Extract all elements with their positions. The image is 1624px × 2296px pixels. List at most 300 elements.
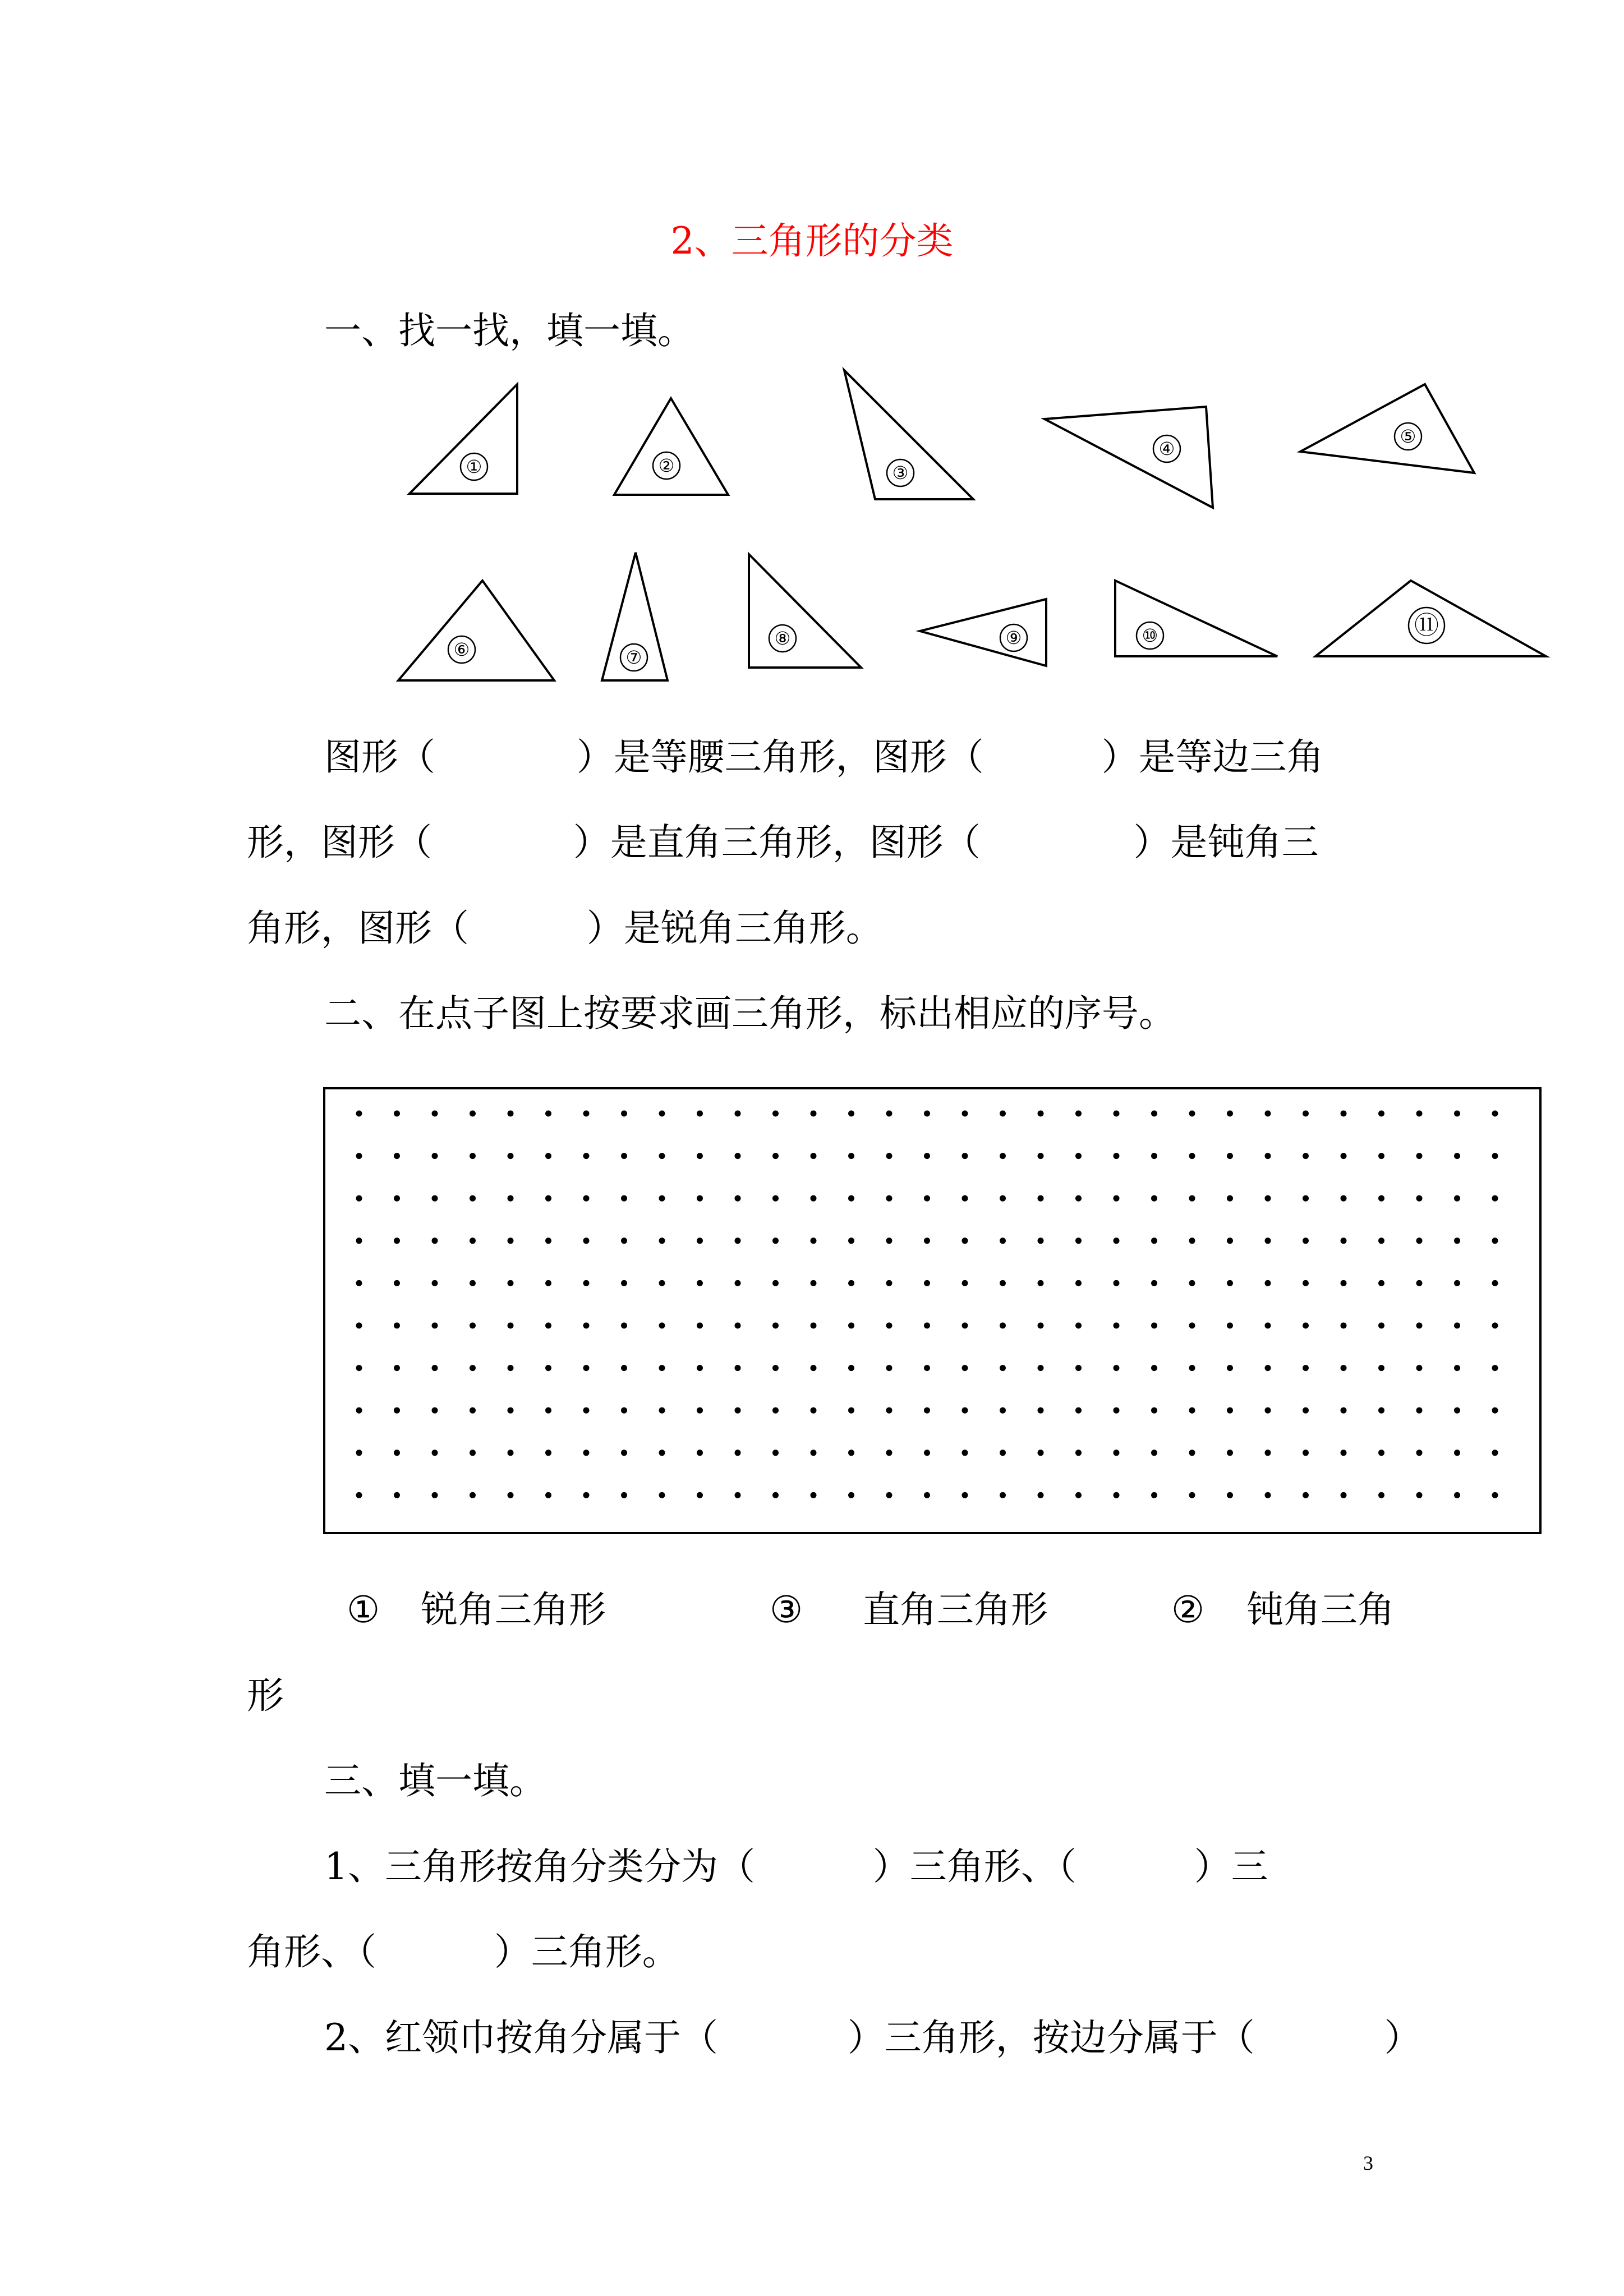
grid-dot	[1038, 1195, 1044, 1202]
grid-dot	[508, 1323, 514, 1329]
grid-dot	[962, 1450, 968, 1456]
grid-dot	[1416, 1195, 1423, 1202]
grid-dot	[583, 1323, 590, 1329]
grid-dot	[772, 1450, 779, 1456]
grid-dot	[432, 1195, 438, 1202]
grid-dot	[1075, 1407, 1082, 1414]
section1-fill-line-1: 图形（ ）是等腰三角形，图形（ ）是等边三角	[324, 735, 1324, 779]
grid-dot	[432, 1111, 438, 1117]
grid-dot	[583, 1237, 590, 1244]
grid-dot	[772, 1237, 779, 1244]
legend-symbol-acute: ①	[347, 1588, 380, 1631]
grid-dot	[1341, 1407, 1347, 1414]
grid-dot	[1000, 1365, 1006, 1371]
grid-dot	[697, 1323, 703, 1329]
triangle-5	[1300, 384, 1474, 473]
grid-dot	[583, 1111, 590, 1117]
grid-dot	[394, 1237, 400, 1244]
section2-heading: 二、在点子图上按要求画三角形，标出相应的序号。	[324, 992, 1176, 1035]
grid-dot	[1416, 1407, 1423, 1414]
grid-dot	[1000, 1153, 1006, 1159]
grid-dot	[848, 1492, 854, 1498]
grid-dot	[1265, 1237, 1271, 1244]
grid-dot	[962, 1407, 968, 1414]
grid-dot	[924, 1407, 930, 1414]
grid-dot	[583, 1195, 590, 1202]
grid-dot	[508, 1280, 514, 1286]
grid-dot	[1000, 1195, 1006, 1202]
grid-dot	[621, 1237, 627, 1244]
grid-dot	[886, 1153, 892, 1159]
grid-dot	[1303, 1153, 1309, 1159]
grid-dot	[1151, 1111, 1157, 1117]
grid-dot	[1038, 1492, 1044, 1498]
grid-dot	[1151, 1280, 1157, 1286]
grid-dot	[735, 1195, 741, 1202]
grid-dot	[545, 1492, 551, 1498]
grid-dot	[1265, 1407, 1271, 1414]
grid-dot	[886, 1280, 892, 1286]
grid-dot	[508, 1153, 514, 1159]
grid-dot	[1378, 1365, 1384, 1371]
grid-dot	[621, 1280, 627, 1286]
grid-dot	[697, 1365, 703, 1371]
legend-text-acute: 锐角三角形	[421, 1588, 606, 1631]
grid-dot	[735, 1492, 741, 1498]
grid-dot	[583, 1153, 590, 1159]
grid-dot	[470, 1407, 476, 1414]
grid-dot	[1492, 1492, 1498, 1498]
grid-dot	[1454, 1450, 1460, 1456]
grid-dot	[697, 1280, 703, 1286]
grid-dot	[1265, 1153, 1271, 1159]
grid-dot	[962, 1111, 968, 1117]
grid-dot	[1416, 1237, 1423, 1244]
grid-dot	[772, 1195, 779, 1202]
grid-dot	[1038, 1280, 1044, 1286]
grid-dot	[432, 1153, 438, 1159]
grid-dot	[1303, 1195, 1309, 1202]
grid-dot	[924, 1153, 930, 1159]
grid-dot	[1075, 1111, 1082, 1117]
grid-dot	[1416, 1280, 1423, 1286]
legend-text-right: 直角三角形	[863, 1588, 1048, 1631]
grid-dot	[470, 1323, 476, 1329]
grid-dot	[1151, 1237, 1157, 1244]
grid-dot	[659, 1365, 665, 1371]
grid-dot	[394, 1365, 400, 1371]
grid-dot	[1000, 1492, 1006, 1498]
grid-dot	[1265, 1365, 1271, 1371]
grid-dot	[583, 1450, 590, 1456]
shape-label-1: ①	[466, 456, 482, 477]
grid-dot	[356, 1450, 362, 1456]
grid-dot	[1341, 1492, 1347, 1498]
grid-dot	[621, 1407, 627, 1414]
grid-dot	[394, 1195, 400, 1202]
grid-dot	[1151, 1195, 1157, 1202]
grid-dot	[1114, 1195, 1120, 1202]
grid-dot	[356, 1365, 362, 1371]
grid-dot	[432, 1237, 438, 1244]
grid-dot	[1416, 1492, 1423, 1498]
grid-dot	[811, 1365, 817, 1371]
grid-dot	[470, 1153, 476, 1159]
grid-dot	[1075, 1365, 1082, 1371]
grid-dot	[356, 1407, 362, 1414]
grid-dot	[1378, 1153, 1384, 1159]
grid-dot	[1265, 1111, 1271, 1117]
grid-dot	[394, 1153, 400, 1159]
dot-grid-box	[324, 1088, 1540, 1533]
grid-dot	[1227, 1195, 1233, 1202]
grid-dot	[470, 1365, 476, 1371]
grid-dot	[1341, 1323, 1347, 1329]
grid-dot	[545, 1365, 551, 1371]
grid-dot	[886, 1323, 892, 1329]
grid-dot	[1114, 1323, 1120, 1329]
grid-dot	[1189, 1492, 1195, 1498]
grid-dot	[735, 1237, 741, 1244]
grid-dot	[508, 1111, 514, 1117]
grid-dot	[886, 1450, 892, 1456]
grid-dot	[1038, 1450, 1044, 1456]
grid-dot	[659, 1323, 665, 1329]
grid-dot	[545, 1153, 551, 1159]
grid-dot	[1000, 1280, 1006, 1286]
grid-dot	[886, 1365, 892, 1371]
grid-dot	[924, 1323, 930, 1329]
shape-label-6: ⑥	[453, 639, 470, 660]
grid-dot	[1227, 1407, 1233, 1414]
grid-dot	[508, 1407, 514, 1414]
grid-dot	[1341, 1153, 1347, 1159]
legend-text-wrap: 形	[247, 1674, 284, 1717]
grid-dot	[1454, 1280, 1460, 1286]
section3-q1-line-1: 1、三角形按角分类分为（ ）三角形、（ ）三	[324, 1845, 1268, 1888]
grid-dot	[1151, 1492, 1157, 1498]
grid-dot	[1114, 1237, 1120, 1244]
grid-dot	[924, 1111, 930, 1117]
grid-dot	[811, 1153, 817, 1159]
grid-dot	[1303, 1237, 1309, 1244]
grid-dot	[1000, 1407, 1006, 1414]
grid-dot	[1303, 1365, 1309, 1371]
grid-dot	[1265, 1450, 1271, 1456]
grid-dot	[1038, 1365, 1044, 1371]
grid-dot	[886, 1111, 892, 1117]
grid-dot	[1189, 1153, 1195, 1159]
grid-dot	[1075, 1195, 1082, 1202]
grid-dot	[470, 1450, 476, 1456]
grid-dot	[1189, 1237, 1195, 1244]
grid-dot	[1114, 1365, 1120, 1371]
grid-dot	[1038, 1153, 1044, 1159]
grid-dot	[1492, 1323, 1498, 1329]
grid-dot	[545, 1195, 551, 1202]
grid-dot	[811, 1323, 817, 1329]
grid-dot	[508, 1450, 514, 1456]
grid-dot	[1492, 1450, 1498, 1456]
grid-dot	[848, 1407, 854, 1414]
grid-dot	[1000, 1450, 1006, 1456]
grid-dot	[1189, 1323, 1195, 1329]
grid-dot	[1378, 1407, 1384, 1414]
grid-dot	[772, 1280, 779, 1286]
grid-dot	[924, 1450, 930, 1456]
section1-fill-line-2: 形，图形（ ）是直角三角形，图形（ ）是钝角三	[247, 821, 1319, 864]
grid-dot	[470, 1237, 476, 1244]
grid-dot	[1454, 1153, 1460, 1159]
grid-dot	[1265, 1323, 1271, 1329]
grid-dot	[1227, 1365, 1233, 1371]
grid-dot	[924, 1280, 930, 1286]
grid-dot	[1038, 1237, 1044, 1244]
grid-dot	[735, 1111, 741, 1117]
grid-dot	[811, 1280, 817, 1286]
grid-dot	[659, 1111, 665, 1117]
grid-dot	[659, 1450, 665, 1456]
grid-dot	[1114, 1450, 1120, 1456]
shape-label-7: ⑦	[625, 647, 642, 668]
grid-dot	[1341, 1111, 1347, 1117]
grid-dot	[394, 1111, 400, 1117]
grid-dot	[394, 1407, 400, 1414]
section3-q2-line-1: 2、红领巾按角分属于（ ）三角形，按边分属于（ ）	[324, 2016, 1421, 2059]
grid-dot	[1227, 1280, 1233, 1286]
grid-dot	[508, 1492, 514, 1498]
grid-dot	[1075, 1153, 1082, 1159]
grid-dot	[1492, 1153, 1498, 1159]
grid-dot	[962, 1323, 968, 1329]
grid-dot	[1454, 1195, 1460, 1202]
grid-dot	[735, 1153, 741, 1159]
grid-dot	[659, 1492, 665, 1498]
grid-dot	[1492, 1195, 1498, 1202]
grid-dot	[697, 1407, 703, 1414]
grid-dot	[1189, 1111, 1195, 1117]
grid-dot	[394, 1323, 400, 1329]
grid-dot	[508, 1195, 514, 1202]
grid-dot	[1303, 1323, 1309, 1329]
shape-label-10: ⑩	[1142, 625, 1158, 646]
grid-dot	[356, 1195, 362, 1202]
grid-dot	[962, 1280, 968, 1286]
triangle-9	[920, 599, 1046, 666]
grid-dot	[924, 1237, 930, 1244]
grid-dot	[1227, 1153, 1233, 1159]
grid-dot	[735, 1407, 741, 1414]
triangle-3	[844, 370, 973, 499]
grid-dot	[697, 1111, 703, 1117]
grid-dot	[545, 1323, 551, 1329]
shape-label-5: ⑤	[1400, 426, 1416, 447]
grid-dot	[1303, 1280, 1309, 1286]
grid-dot	[394, 1450, 400, 1456]
grid-dot	[432, 1365, 438, 1371]
grid-dot	[1151, 1365, 1157, 1371]
grid-dot	[886, 1195, 892, 1202]
grid-dot	[432, 1450, 438, 1456]
grid-dot	[621, 1450, 627, 1456]
grid-dot	[1227, 1323, 1233, 1329]
grid-dot	[1454, 1492, 1460, 1498]
grid-dot	[1341, 1280, 1347, 1286]
grid-dot	[356, 1492, 362, 1498]
grid-dot	[772, 1492, 779, 1498]
dot-grid	[356, 1111, 1498, 1498]
grid-dot	[886, 1237, 892, 1244]
grid-dot	[659, 1153, 665, 1159]
grid-dot	[848, 1111, 854, 1117]
grid-dot	[1492, 1280, 1498, 1286]
grid-dot	[621, 1365, 627, 1371]
grid-dot	[1114, 1407, 1120, 1414]
grid-dot	[1151, 1407, 1157, 1414]
grid-dot	[848, 1365, 854, 1371]
grid-dot	[1378, 1111, 1384, 1117]
grid-dot	[962, 1153, 968, 1159]
grid-dot	[1303, 1407, 1309, 1414]
grid-dot	[1151, 1153, 1157, 1159]
grid-dot	[735, 1365, 741, 1371]
grid-dot	[659, 1237, 665, 1244]
grid-dot	[886, 1407, 892, 1414]
grid-dot	[1227, 1237, 1233, 1244]
grid-dot	[1265, 1492, 1271, 1498]
grid-dot	[811, 1195, 817, 1202]
grid-dot	[508, 1237, 514, 1244]
triangle-1	[410, 384, 517, 494]
grid-dot	[1378, 1195, 1384, 1202]
grid-dot	[1341, 1195, 1347, 1202]
grid-dot	[1341, 1450, 1347, 1456]
grid-dot	[1416, 1111, 1423, 1117]
grid-dot	[848, 1323, 854, 1329]
grid-dot	[1114, 1153, 1120, 1159]
grid-dot	[1378, 1323, 1384, 1329]
grid-dot	[1151, 1323, 1157, 1329]
grid-dot	[1075, 1450, 1082, 1456]
grid-dot	[1075, 1237, 1082, 1244]
grid-dot	[1454, 1365, 1460, 1371]
grid-dot	[583, 1280, 590, 1286]
grid-dot	[432, 1407, 438, 1414]
grid-dot	[1378, 1492, 1384, 1498]
grid-dot	[1227, 1111, 1233, 1117]
grid-dot	[697, 1492, 703, 1498]
grid-dot	[1075, 1492, 1082, 1498]
grid-dot	[1189, 1407, 1195, 1414]
grid-dot	[545, 1407, 551, 1414]
page-title: 2、三角形的分类	[670, 219, 954, 263]
grid-dot	[811, 1492, 817, 1498]
grid-dot	[924, 1492, 930, 1498]
grid-dot	[924, 1195, 930, 1202]
grid-dot	[1454, 1323, 1460, 1329]
grid-dot	[962, 1237, 968, 1244]
grid-dot	[545, 1450, 551, 1456]
grid-dot	[962, 1195, 968, 1202]
grid-dot	[470, 1195, 476, 1202]
grid-dot	[962, 1365, 968, 1371]
shape-label-3: ③	[892, 462, 909, 484]
grid-dot	[1416, 1365, 1423, 1371]
grid-dot	[432, 1280, 438, 1286]
grid-dot	[1378, 1280, 1384, 1286]
grid-dot	[659, 1280, 665, 1286]
grid-dot	[1227, 1450, 1233, 1456]
grid-dot	[583, 1407, 590, 1414]
grid-dot	[545, 1111, 551, 1117]
grid-dot	[432, 1323, 438, 1329]
grid-dot	[848, 1195, 854, 1202]
grid-dot	[811, 1407, 817, 1414]
grid-dot	[1189, 1195, 1195, 1202]
page-number: 3	[1363, 2152, 1373, 2174]
grid-dot	[772, 1365, 779, 1371]
grid-dot	[1378, 1237, 1384, 1244]
grid-dot	[1265, 1195, 1271, 1202]
triangle-2	[614, 398, 728, 495]
grid-dot	[432, 1492, 438, 1498]
grid-dot	[583, 1365, 590, 1371]
grid-dot	[508, 1365, 514, 1371]
grid-dot	[1114, 1492, 1120, 1498]
shape-label-2: ②	[658, 455, 675, 476]
grid-dot	[848, 1153, 854, 1159]
grid-dot	[356, 1280, 362, 1286]
grid-dot	[470, 1111, 476, 1117]
grid-dot	[621, 1323, 627, 1329]
grid-dot	[697, 1153, 703, 1159]
grid-dot	[356, 1237, 362, 1244]
grid-dot	[1492, 1365, 1498, 1371]
grid-dot	[886, 1492, 892, 1498]
grid-dot	[1189, 1280, 1195, 1286]
grid-dot	[1000, 1323, 1006, 1329]
grid-dot	[1492, 1237, 1498, 1244]
grid-dot	[848, 1237, 854, 1244]
grid-dot	[545, 1280, 551, 1286]
grid-dot	[1227, 1492, 1233, 1498]
grid-dot	[1416, 1323, 1423, 1329]
grid-dot	[811, 1237, 817, 1244]
grid-dot	[1075, 1280, 1082, 1286]
grid-dot	[1341, 1365, 1347, 1371]
grid-dot	[1303, 1450, 1309, 1456]
grid-dot	[1000, 1111, 1006, 1117]
grid-dot	[1114, 1111, 1120, 1117]
grid-dot	[621, 1195, 627, 1202]
grid-dot	[1000, 1237, 1006, 1244]
grid-dot	[848, 1280, 854, 1286]
grid-dot	[924, 1365, 930, 1371]
shape-label-8: ⑧	[774, 628, 791, 649]
grid-dot	[772, 1323, 779, 1329]
grid-dot	[1151, 1450, 1157, 1456]
grid-dot	[356, 1111, 362, 1117]
grid-dot	[697, 1195, 703, 1202]
legend-text-obtuse: 钝角三角	[1246, 1588, 1395, 1631]
section1-heading: 一、找一找，填一填。	[324, 309, 694, 352]
grid-dot	[1492, 1407, 1498, 1414]
grid-dot	[1303, 1492, 1309, 1498]
grid-dot	[848, 1450, 854, 1456]
grid-dot	[470, 1280, 476, 1286]
grid-dot	[735, 1450, 741, 1456]
grid-dot	[735, 1280, 741, 1286]
